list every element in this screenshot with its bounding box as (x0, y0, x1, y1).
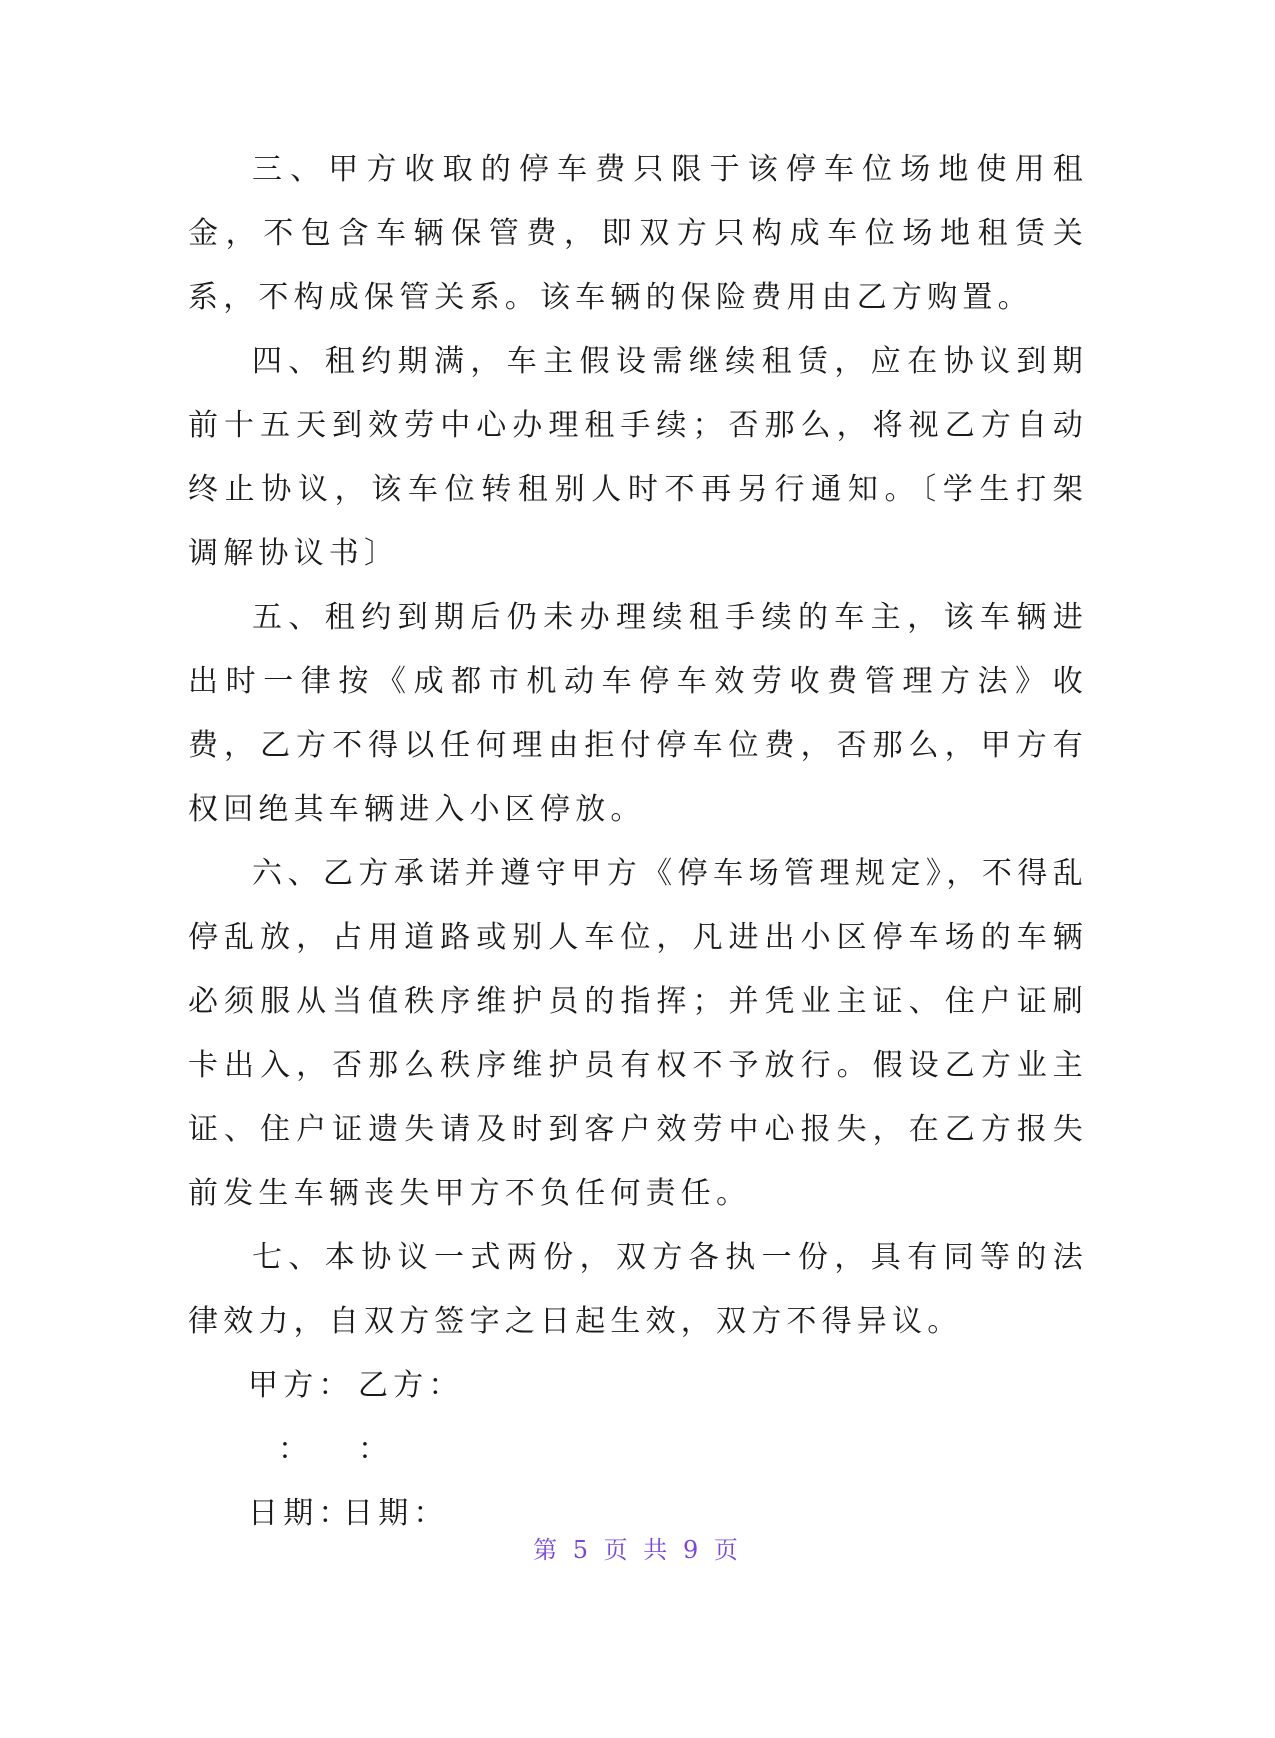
party-a-colon: ： (278, 1432, 314, 1467)
party-b-colon: ： (358, 1432, 394, 1467)
clause-4-paragraph: 四、租约期满，车主假设需继续租赁，应在协议到期前十五天到效劳中心办理租手续；否那么，将视乙方自动终止协议，该车位转租别人时不再另行通知。〔学生打架调解协议书〕 (188, 344, 1088, 571)
clause-7-paragraph: 七、本协议一式两份，双方各执一份，具有同等的法律效力，自双方签字之日起生效，双方不得异议。 (188, 1240, 1088, 1339)
party-a-date-label: 日期： (248, 1496, 354, 1531)
signature-party-line (188, 1354, 1088, 1418)
clause-6-paragraph: 六、乙方承诺并遵守甲方《停车场管理规定》，不得乱停乱放，占用道路或别人车位，凡进出小区停车场的车辆必须服从当值秩序维护员的指挥；并凭业主证、住户证刷卡出入，否那么秩序维护员有权不予放行。假设乙方业主证、住户证遗失请及时到客户效劳中心报失，在乙方报失前发生车辆丧失甲方不负任何责任。 (188, 856, 1088, 1211)
signature-colon-line (188, 1418, 1088, 1482)
party-b-date-label: 日期： (343, 1496, 449, 1531)
party-a-label: 甲方： (248, 1368, 354, 1403)
clause-5-paragraph: 五、租约到期后仍未办理续租手续的车主，该车辆进出时一律按《成都市机动车停车效劳收费管理方法》收费，乙方不得以任何理由拒付停车位费，否那么，甲方有权回绝其车辆进入小区停放。 (188, 600, 1088, 827)
page-number-footer: 第 5 页 共 9 页 (533, 1536, 742, 1564)
party-b-label: 乙方： (358, 1368, 464, 1403)
clause-3-paragraph: 三、甲方收取的停车费只限于该停车位场地使用租金，不包含车辆保管费，即双方只构成车位场地租赁关系，不构成保管关系。该车辆的保险费用由乙方购置。 (188, 152, 1088, 315)
document-body (188, 138, 1088, 1546)
